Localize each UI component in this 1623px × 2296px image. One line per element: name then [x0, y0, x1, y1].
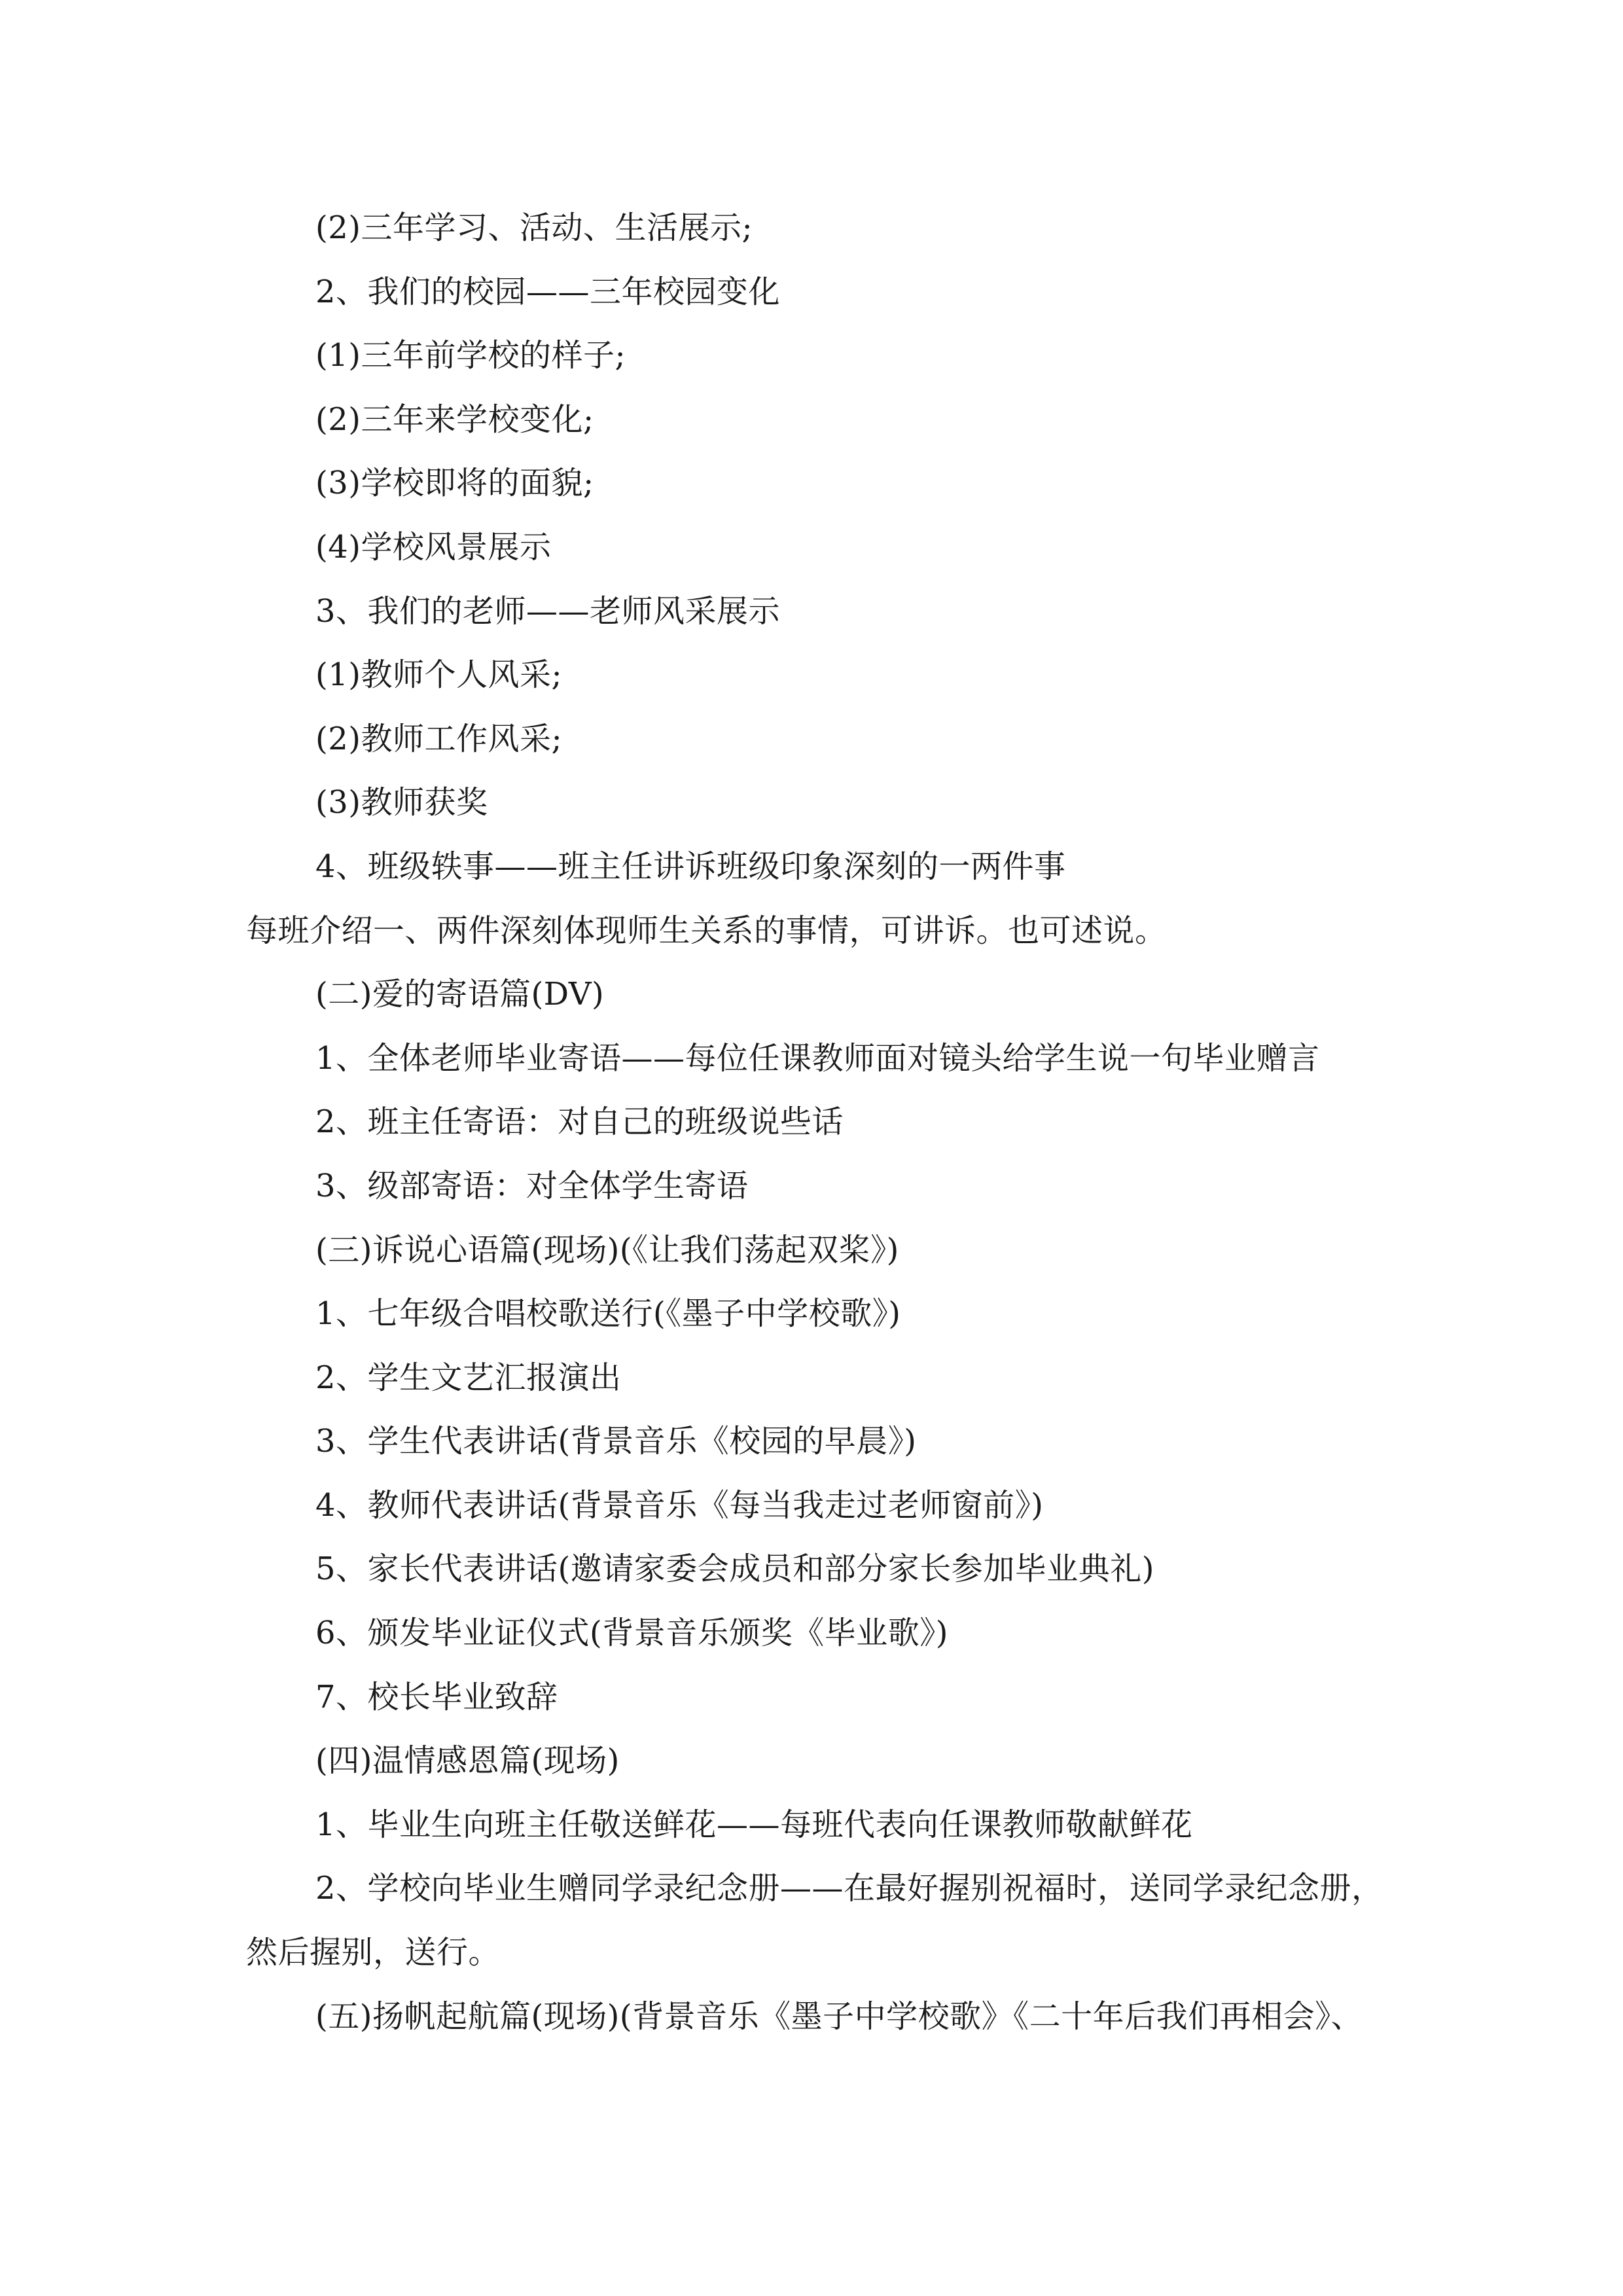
section-heading: 2、我们的校园——三年校园变化 — [315, 273, 781, 310]
chapter-heading: (三)诉说心语篇(现场)(《让我们荡起双桨》) — [315, 1231, 899, 1268]
chapter-heading: (四)温情感恩篇(现场) — [315, 1742, 620, 1780]
text-line: 7、校长毕业致辞 — [315, 1678, 558, 1715]
text-line: 2、学校向毕业生赠同学录纪念册——在最好握别祝福时，送同学录纪念册， — [315, 1870, 1383, 1907]
section-heading: 4、班级轶事——班主任讲诉班级印象深刻的一两件事 — [315, 848, 1066, 885]
text-line: 2、学生文艺汇报演出 — [315, 1359, 622, 1396]
text-line: 4、教师代表讲话(背景音乐《每当我走过老师窗前》) — [315, 1486, 1044, 1524]
text-line: (4)学校风景展示 — [315, 528, 552, 565]
text-line: 3、学生代表讲话(背景音乐《校园的早晨》) — [315, 1423, 917, 1460]
text-line: 6、颁发毕业证仪式(背景音乐颁奖《毕业歌》) — [315, 1615, 948, 1652]
chapter-heading: (五)扬帆起航篇(现场)(背景音乐《墨子中学校歌》《二十年后我们再相会》、 — [315, 1998, 1363, 2035]
text-line: 1、七年级合唱校歌送行(《墨子中学校歌》) — [315, 1295, 901, 1333]
text-line: 1、全体老师毕业寄语——每位任课教师面对镜头给学生说一句毕业赠言 — [315, 1039, 1320, 1077]
text-line: (2)教师工作风采; — [315, 720, 563, 757]
text-line: (3)学校即将的面貌; — [315, 465, 594, 502]
text-line: 每班介绍一、两件深刻体现师生关系的事情，可讲诉。也可述说。 — [246, 912, 1167, 949]
text-line: 1、毕业生向班主任敬送鲜花——每班代表向任课教师敬献鲜花 — [315, 1806, 1193, 1843]
document-body — [246, 196, 1418, 2049]
text-line: 2、班主任寄语：对自己的班级说些话 — [315, 1103, 844, 1141]
text-line: (1)三年前学校的样子; — [315, 337, 626, 374]
text-line: 3、级部寄语：对全体学生寄语 — [315, 1167, 749, 1204]
text-line: (2)三年学习、活动、生活展示; — [315, 209, 753, 246]
chapter-heading: (二)爱的寄语篇(DV) — [315, 976, 605, 1013]
text-line: 然后握别，送行。 — [246, 1934, 501, 1971]
section-heading: 3、我们的老师——老师风采展示 — [315, 592, 781, 630]
text-line: (2)三年来学校变化; — [315, 401, 594, 438]
text-line: (3)教师获奖 — [315, 784, 488, 821]
text-line: (1)教师个人风采; — [315, 656, 563, 694]
text-line: 5、家长代表讲话(邀请家委会成员和部分家长参加毕业典礼) — [315, 1551, 1154, 1588]
